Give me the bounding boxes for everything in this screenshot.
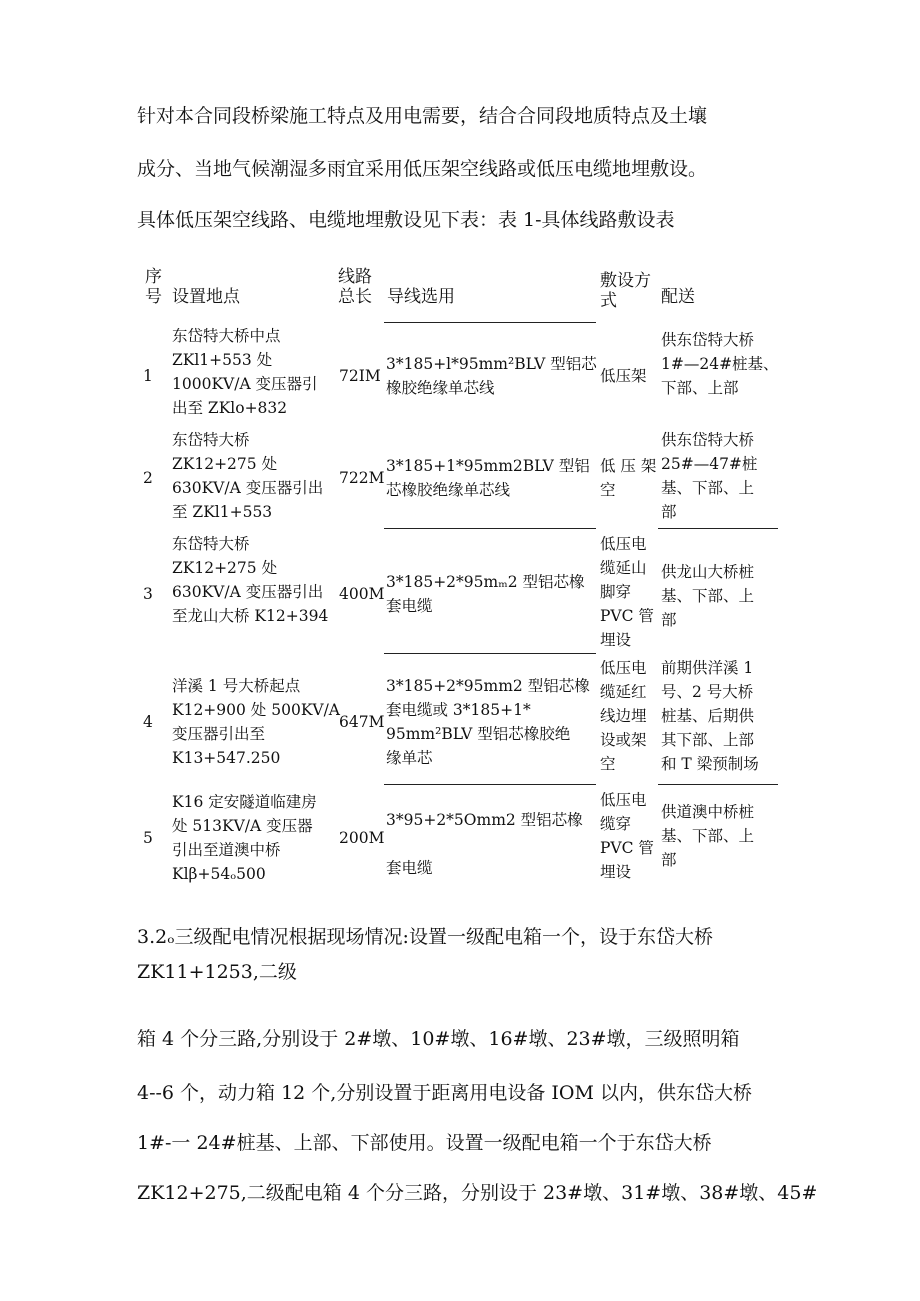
table-rule <box>658 784 778 785</box>
row-method: 低压架 <box>600 367 647 385</box>
row-method: 低压电 缆穿 PVC 管 埋设 <box>600 791 654 881</box>
row-seq: 2 <box>143 469 153 487</box>
row-wire: 3*185+1*95mm2BLV 型铝 芯橡胶绝缘单芯线 <box>386 457 590 499</box>
intro-line-3: 具体低压架空线路、电缆地埋敷设见下表：表 1-具体线路敷设表 <box>137 209 675 231</box>
row-location: 东岱特大桥 ZK12+275 处 630KV/A 变压器引出 至 ZKl1+553 <box>172 431 324 521</box>
row-location: 洋溪 1 号大桥起点 K12+900 处 500KV/A 变压器引出至 K13+547.250 <box>172 677 341 767</box>
intro-line-2: 成分、当地气候潮湿多雨宜采用低压架空线路或低压电缆地埋敷设。 <box>137 158 708 180</box>
header-location: 设置地点 <box>172 287 240 307</box>
table-rule <box>658 528 778 529</box>
row-length: 72IM <box>339 367 381 385</box>
header-supply: 配送 <box>661 287 695 307</box>
row-seq: 3 <box>143 585 153 603</box>
row-location: K16 定安隧道临建房 处 513KV/A 变压器 引出至道澳中桥 Klβ+54ₒ500 <box>172 793 317 883</box>
table-rule <box>384 653 596 654</box>
row-wire: 3*185+l*95mm²BLV 型铝芯 橡胶绝缘单芯线 <box>386 355 597 397</box>
body-line-6: ZK12+275,二级配电箱 4 个分三路，分别设于 23#墩、31#墩、38#墩、45# <box>137 1182 818 1204</box>
row-length: 647M <box>339 713 385 731</box>
row-supply: 供龙山大桥桩 基、下部、上 部 <box>661 563 755 629</box>
header-length: 线路 总长 <box>338 267 372 307</box>
row-wire: 3*185+2*95mₘ2 型铝芯橡 套电缆 <box>386 573 585 615</box>
body-line-4: 4--6 个，动力箱 12 个,分别设置于距离用电设备 IOM 以内，供东岱大桥 <box>137 1082 752 1104</box>
table-rule <box>384 528 596 529</box>
header-seq: 序 号 <box>145 267 162 307</box>
header-method: 敷设方 式 <box>600 271 651 311</box>
row-seq: 4 <box>143 713 153 731</box>
row-length: 400M <box>339 585 385 603</box>
row-location: 东岱特大桥 ZK12+275 处 630KV/A 变压器引出 至龙山大桥 K12+394 <box>172 535 329 625</box>
table-rule <box>384 322 596 323</box>
table-rule <box>384 784 596 785</box>
row-wire: 3*95+2*5Omm2 型铝芯橡 套电缆 <box>386 811 583 877</box>
intro-line-1: 针对本合同段桥梁施工特点及用电需要，结合合同段地质特点及土壤 <box>137 105 708 127</box>
body-line-1: 3.2ₒ三级配电情况根据现场情况:设置一级配电箱一个，设于东岱大桥 <box>137 926 713 948</box>
row-supply: 供东岱特大桥 25#—47#桩 基、下部、上 部 <box>661 431 758 521</box>
row-supply: 前期供洋溪 1 号、2 号大桥 桩基、后期供 其下部、上部 和 T 梁预制场 <box>661 659 759 773</box>
row-length: 722M <box>339 469 385 487</box>
body-line-5: 1#-一 24#桩基、上部、下部使用。设置一级配电箱一个于东岱大桥 <box>137 1132 712 1154</box>
row-length: 200M <box>339 829 385 847</box>
row-method: 低压电 缆延红 线边埋 设或架 空 <box>600 659 647 773</box>
body-line-2: ZK11+1253,二级 <box>137 961 297 983</box>
row-method: 低压电 缆延山 脚穿 PVC 管 埋设 <box>600 535 654 649</box>
row-method: 低 压 架 空 <box>600 457 657 499</box>
row-location: 东岱特大桥中点 ZKl1+553 处 1000KV/A 变压器引 出至 ZKlo+832 <box>172 327 318 417</box>
row-seq: 1 <box>143 367 153 385</box>
body-line-3: 箱 4 个分三路,分别设于 2#墩、10#墩、16#墩、23#墩，三级照明箱 <box>137 1028 740 1050</box>
row-wire: 3*185+2*95mm2 型铝芯橡 套电缆或 3*185+1* 95mm²BLV 型铝芯橡胶绝 缘单芯 <box>386 677 590 767</box>
header-wire: 导线选用 <box>387 287 455 307</box>
row-supply: 供道澳中桥桩 基、下部、上 部 <box>661 803 755 869</box>
row-supply: 供东岱特大桥 1#—24#桩基、 下部、上部 <box>661 331 779 397</box>
row-seq: 5 <box>143 829 153 847</box>
